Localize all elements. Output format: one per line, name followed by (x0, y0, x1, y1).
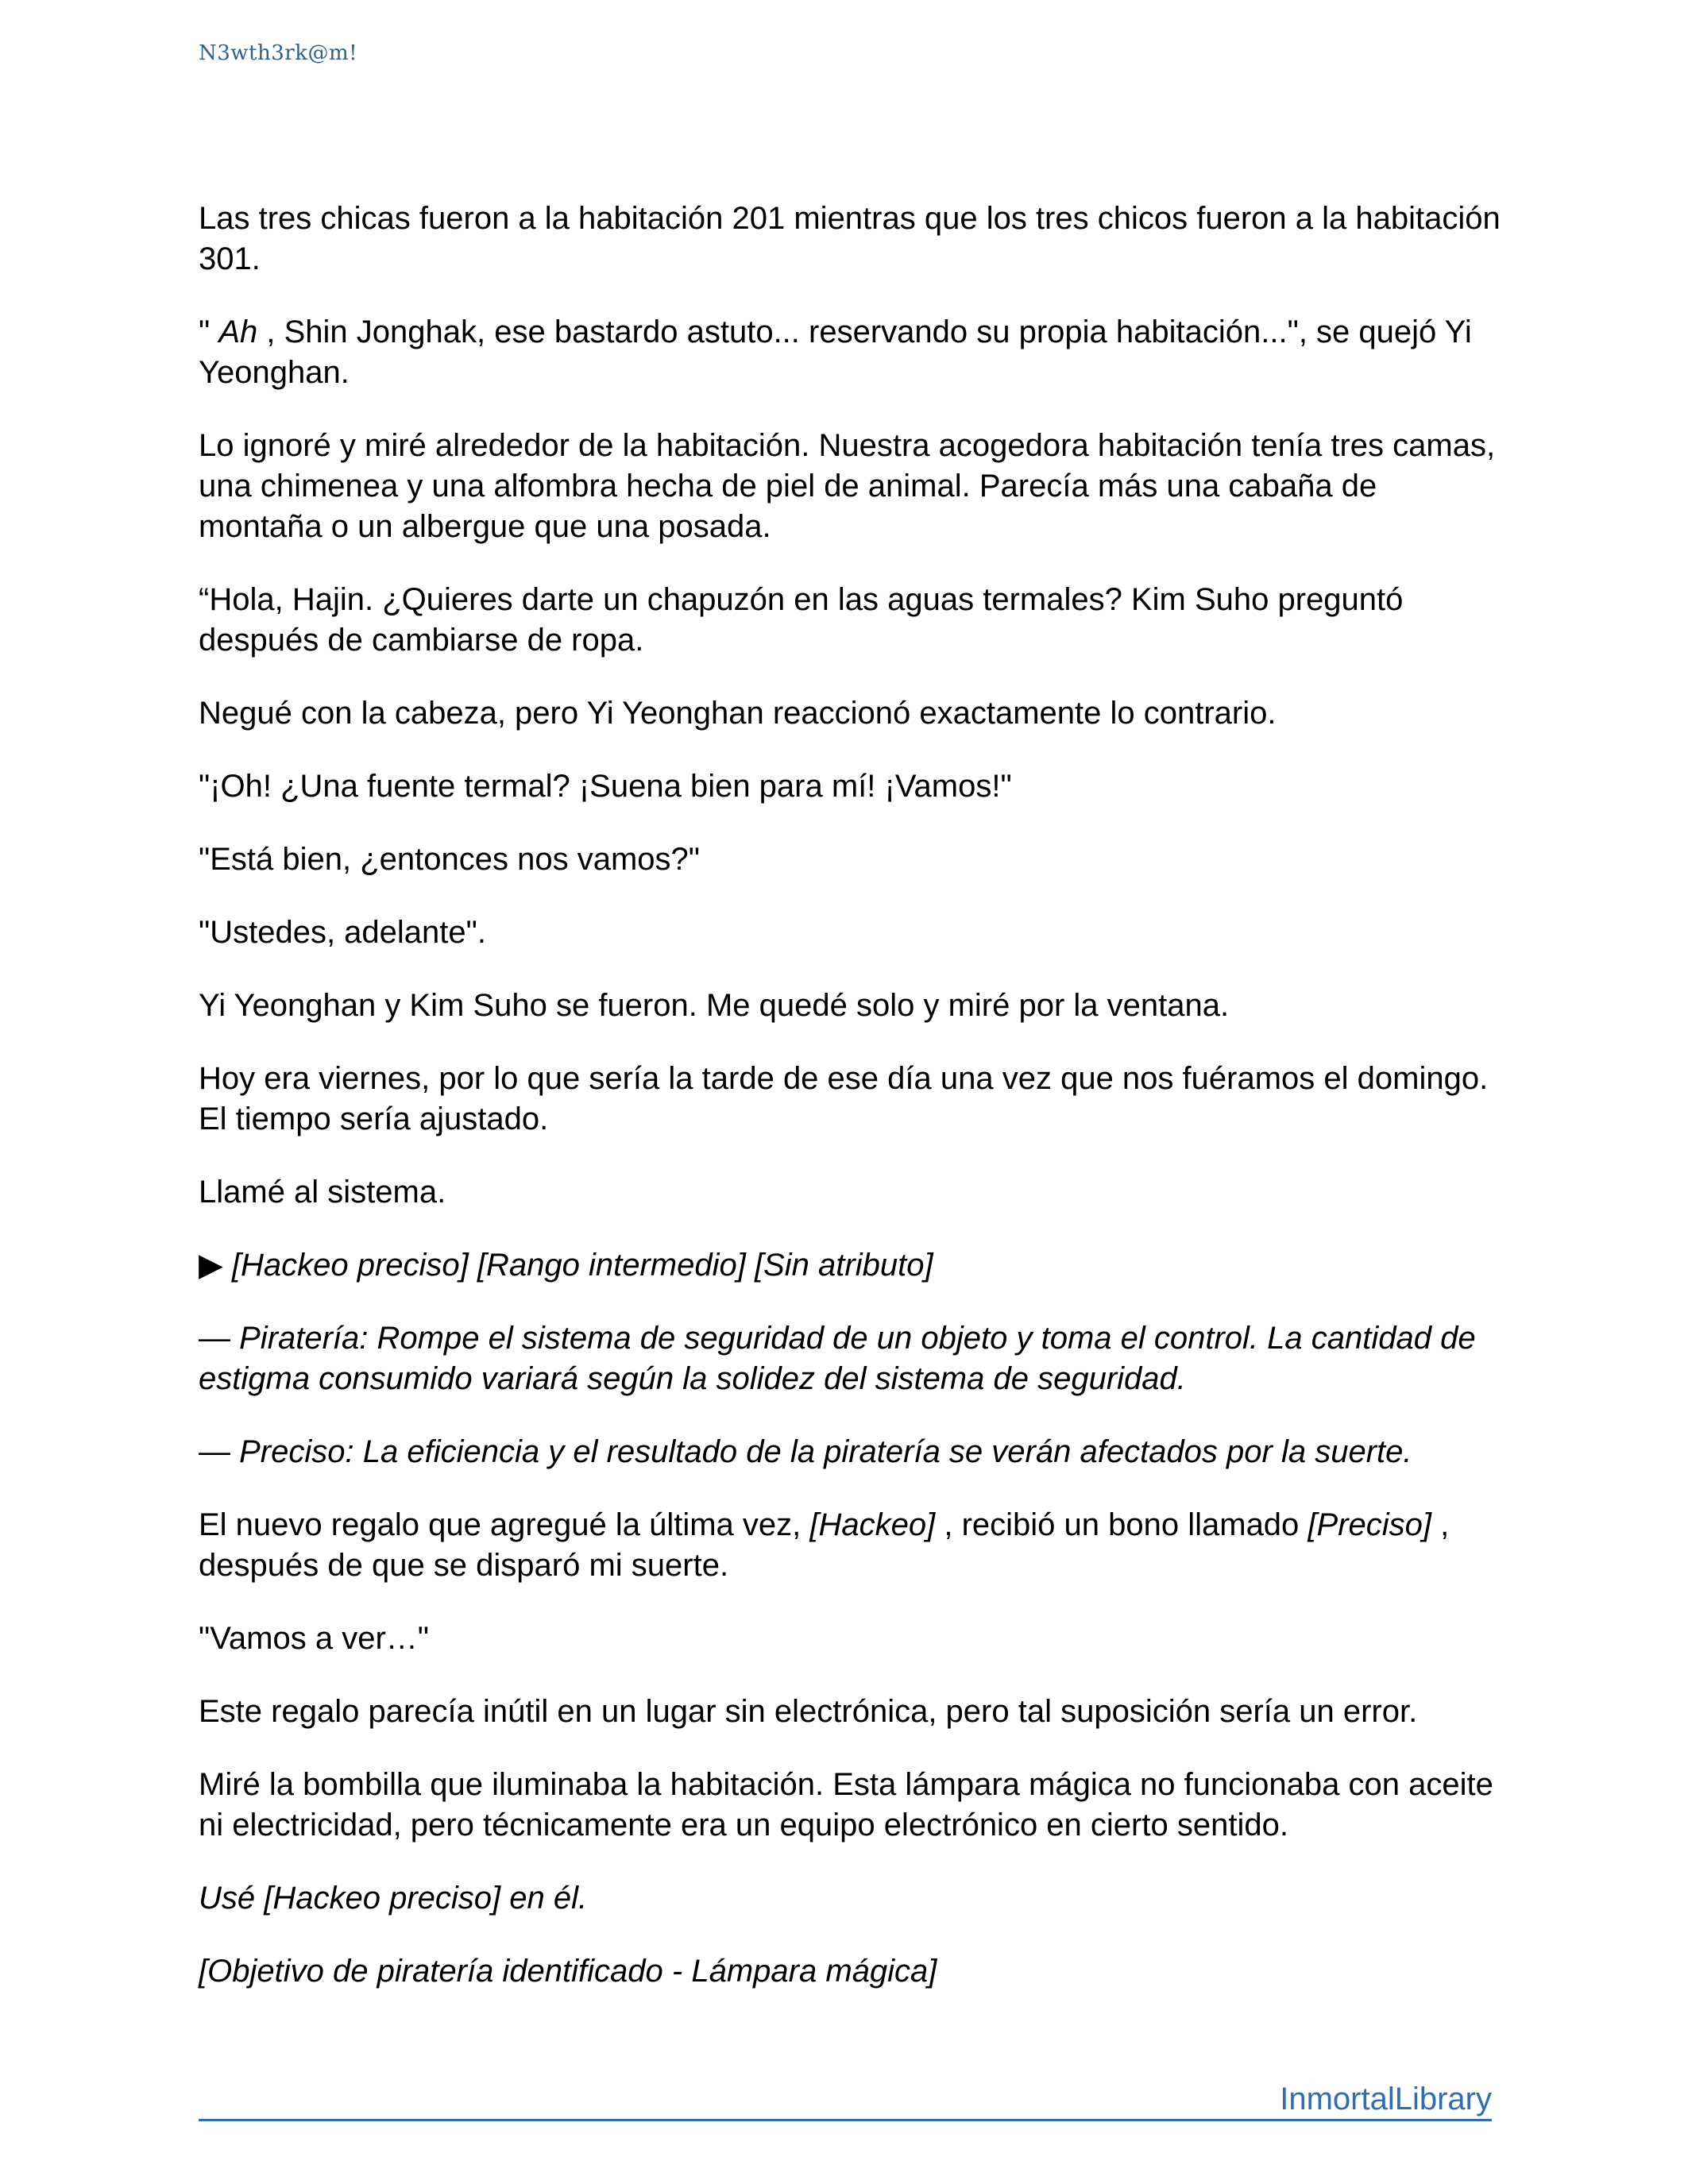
system-description-line: — Piratería: Rompe el sistema de seguridad de un objeto y toma el control. La cantidad de estigma consumido variará según la solidez del sistema de seguridad. (199, 1321, 1476, 1396)
paragraph: Yi Yeonghan y Kim Suho se fueron. Me quedé solo y miré por la ventana. (199, 988, 1230, 1023)
paragraph: "Vamos a ver…" (199, 1621, 429, 1656)
inmortal-library-link[interactable]: InmortalLibrary (1280, 2082, 1492, 2116)
document-body (199, 199, 1501, 2024)
system-message: [Objetivo de piratería identificado - Lámpara mágica] (199, 1954, 937, 1989)
header-watermark: N3wth3rk@m! (199, 41, 358, 65)
paragraph: Usé [Hackeo preciso] en él. (199, 1881, 588, 1916)
italic-interjection: Ah (218, 314, 258, 349)
paragraph: Las tres chicas fueron a la habitación 201 mientras que los tres chicos fueron a la habitación 301. (199, 201, 1501, 276)
system-skill-line: ▶ [Hackeo preciso] [Rango intermedio] [Sin atributo] (199, 1248, 933, 1283)
paragraph: “Hola, Hajin. ¿Quieres darte un chapuzón en las aguas termales? Kim Suho preguntó después de cambiarse de ropa. (199, 582, 1404, 658)
system-description-line: — Preciso: La eficiencia y el resultado de la piratería se verán afectados por la suerte. (199, 1434, 1412, 1469)
paragraph: Negué con la cabeza, pero Yi Yeonghan reaccionó exactamente lo contrario. (199, 696, 1277, 731)
paragraph: " Ah , Shin Jonghak, ese bastardo astuto... reservando su propia habitación...", se quejó Yi Yeonghan. (199, 314, 1472, 390)
paragraph: "¡Oh! ¿Una fuente termal? ¡Suena bien para mí! ¡Vamos!" (199, 769, 1012, 804)
paragraph: "Ustedes, adelante". (199, 915, 486, 950)
page-footer (199, 2071, 1492, 2121)
play-arrow-icon: ▶ (199, 1248, 232, 1283)
paragraph: Lo ignoré y miré alrededor de la habitación. Nuestra acogedora habitación tenía tres camas, una chimenea y una alfombra hecha de piel de animal. Parecía más una cabaña de montaña o un albergue que una posada. (199, 428, 1496, 544)
paragraph: Miré la bombilla que iluminaba la habitación. Esta lámpara mágica no funcionaba con aceite ni electricidad, pero técnicamente era un equipo electrónico en cierto sentido. (199, 1767, 1493, 1843)
paragraph: El nuevo regalo que agregué la última vez, [Hackeo] , recibió un bono llamado [Preciso] , después de que se disparó mi suerte. (199, 1507, 1450, 1583)
paragraph: Este regalo parecía inútil en un lugar sin electrónica, pero tal suposición sería un error. (199, 1694, 1418, 1729)
paragraph: "Está bien, ¿entonces nos vamos?" (199, 842, 700, 877)
paragraph: Hoy era viernes, por lo que sería la tarde de ese día una vez que nos fuéramos el domingo. El tiempo sería ajustado. (199, 1061, 1489, 1136)
paragraph: Llamé al sistema. (199, 1175, 446, 1210)
